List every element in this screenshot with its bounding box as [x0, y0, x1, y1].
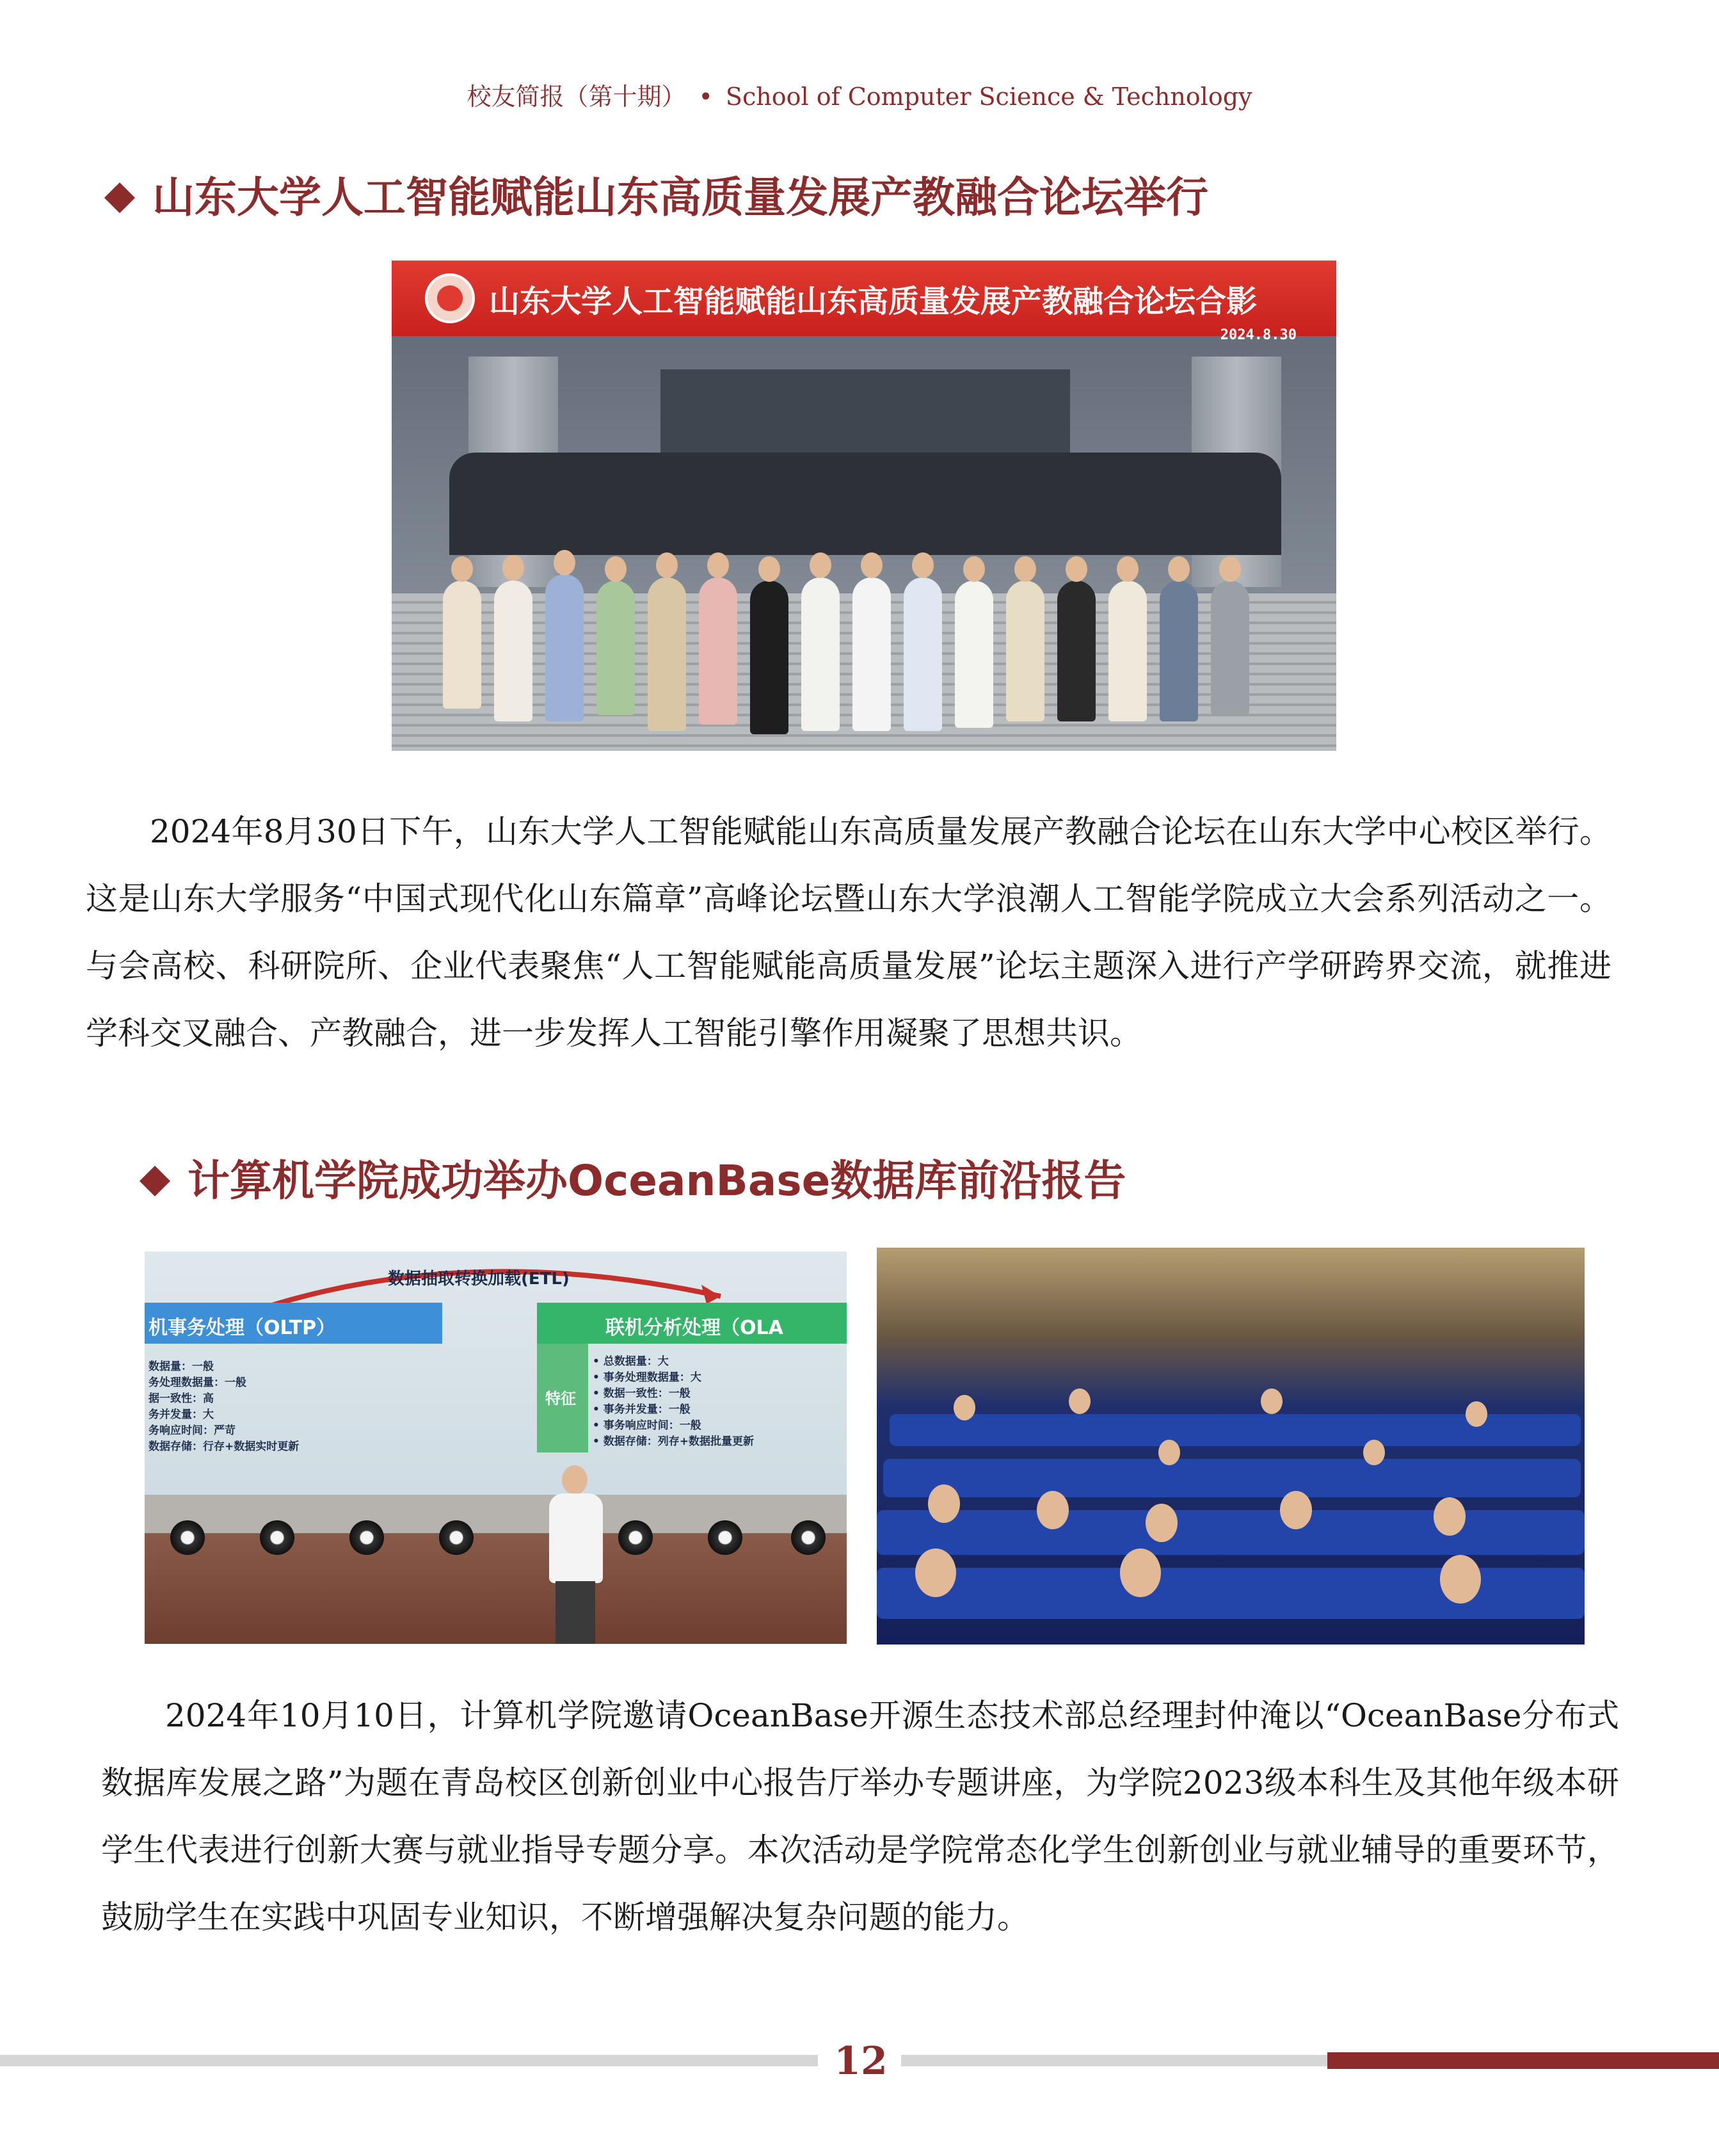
person-head: [451, 556, 473, 582]
person-head: [912, 552, 934, 578]
oltp-line: 务处理数据量：一般: [148, 1376, 246, 1389]
person-head: [502, 555, 524, 581]
person-head: [758, 556, 780, 582]
audience-head: [915, 1549, 956, 1597]
page-number: 12: [834, 2039, 888, 2084]
section-heading-oceanbase: [144, 1156, 1126, 1205]
person-head: [1117, 556, 1139, 582]
speaker-shirt: [549, 1493, 603, 1583]
newsletter-title: 校友简报（第十期）: [467, 83, 686, 111]
person: [494, 581, 532, 721]
crowd-back-rows: [449, 453, 1281, 555]
forum-group-photo: [392, 261, 1336, 751]
audience-head: [1158, 1440, 1180, 1465]
forum-paragraph: 2024年8月30日下午，山东大学人工智能赋能山东高质量发展产教融合论坛在山东大学中心校区举行。这是山东大学服务“中国式现代化山东篇章”高峰论坛暨山东大学浪潮人工智能学院成立大会系列活动之一。与会高校、科研院所、企业代表聚焦“人工智能赋能高质量发展”论坛主题深入进行产学研跨界交流，就推进学科交叉融合、产教融合，进一步发挥人工智能引擎作用凝聚了思想共识。: [86, 813, 1611, 1052]
oltp-line: 数据量：一般: [148, 1360, 214, 1373]
person: [955, 581, 993, 728]
olap-line: • 数据一致性：一般: [593, 1387, 691, 1400]
university-logo-icon: [425, 273, 475, 323]
photo-banner: [392, 261, 1336, 336]
footer-rule-right: [901, 2055, 1327, 2066]
person: [750, 581, 788, 734]
person-head: [707, 552, 729, 578]
person: [1211, 581, 1249, 715]
audience-head: [1440, 1555, 1481, 1604]
speaker-head: [562, 1465, 588, 1495]
person-head: [1219, 556, 1241, 582]
olap-line: • 事务并发量：一般: [593, 1403, 691, 1416]
footer-rule-left: [0, 2055, 818, 2066]
person-head: [861, 552, 883, 578]
lecture-audience-photo: [877, 1248, 1585, 1645]
person: [852, 577, 891, 731]
footer-accent-bar: [1327, 2052, 1719, 2069]
stage-floor: [145, 1533, 847, 1644]
olap-line: • 数据存储：列存+数据批量更新: [593, 1435, 755, 1448]
section-title: 山东大学人工智能赋能山东高质量发展产教融合论坛举行: [152, 173, 1208, 222]
person-head: [810, 552, 831, 578]
running-header: [0, 77, 1719, 112]
olap-line: • 事务处理数据量：大: [593, 1371, 701, 1384]
oltp-line: 数据存储：行存+数据实时更新: [148, 1440, 300, 1453]
person: [596, 581, 635, 715]
banner-caption: 山东大学人工智能赋能山东高质量发展产教融合论坛合影: [489, 283, 1258, 319]
lecture-stage-photo: [145, 1251, 847, 1644]
stage-light-icon: [708, 1520, 742, 1555]
audience-head: [1261, 1388, 1283, 1414]
seat-row: [883, 1459, 1581, 1497]
photo-date: 2024.8.30: [1220, 327, 1297, 343]
stage-light-icon: [439, 1520, 474, 1555]
diamond-bullet-icon: [140, 1166, 170, 1196]
person: [545, 574, 584, 721]
audience-head: [1280, 1491, 1312, 1529]
oltp-line: 据一致性：高: [148, 1392, 214, 1405]
person-head: [1168, 556, 1190, 582]
section-title: 计算机学院成功举办OceanBase数据库前沿报告: [188, 1156, 1126, 1205]
stage-light-icon: [170, 1520, 205, 1555]
header-separator: •: [698, 83, 713, 111]
person-head: [605, 556, 627, 582]
audience-head: [1466, 1401, 1487, 1427]
audience-head: [1037, 1491, 1069, 1529]
audience-head: [1146, 1504, 1178, 1542]
olap-line: • 事务响应时间：一般: [593, 1419, 701, 1432]
oltp-line: 务并发量：大: [148, 1408, 214, 1421]
person: [1057, 581, 1096, 721]
audience-head: [1434, 1497, 1466, 1536]
person-head: [1066, 556, 1087, 582]
person: [904, 577, 942, 731]
person-head: [1014, 556, 1036, 582]
oceanbase-paragraph: 2024年10月10日，计算机学院邀请OceanBase开源生态技术部总经理封仲淹以“OceanBase分布式数据库发展之路”为题在青岛校区创新创业中心报告厅举办专题讲座，为学院2023级本科生及其他年级本研学生代表进行创新大赛与就业指导专题分享。本次活动是学院常态化学生创新创业与就业辅导的重要环节，鼓励学生在实践中巩固专业知识，不断增强解决复杂问题的能力。: [101, 1697, 1619, 1936]
olap-label: 联机分析处理（OLA: [605, 1317, 783, 1339]
person: [1160, 581, 1198, 721]
slide-arrow-label: 数据抽取转换加载(ETL): [388, 1269, 570, 1289]
stage-light-icon: [618, 1520, 653, 1555]
audience-head: [928, 1484, 960, 1523]
audience-head: [954, 1395, 975, 1420]
seat-row: [877, 1510, 1585, 1555]
audience-head: [1363, 1440, 1385, 1465]
section-heading-forum: [109, 173, 1208, 222]
audience-head: [1069, 1388, 1091, 1414]
person-head: [963, 556, 985, 582]
person: [1006, 581, 1044, 721]
speaker-legs: [556, 1581, 595, 1644]
olap-line: • 总数据量：大: [593, 1355, 669, 1368]
olap-side-label: 特征: [545, 1390, 576, 1408]
oltp-label: 机事务处理（OLTP）: [148, 1317, 336, 1339]
person: [1108, 581, 1147, 721]
person: [648, 577, 686, 731]
person: [801, 577, 840, 731]
audience-head: [1120, 1549, 1161, 1597]
person: [699, 577, 737, 725]
stage-light-icon: [349, 1520, 384, 1555]
person-head: [656, 552, 678, 578]
person-head: [554, 550, 575, 575]
school-name: School of Computer Science & Technology: [725, 83, 1252, 111]
stage-light-icon: [260, 1520, 294, 1555]
person: [443, 581, 481, 709]
oltp-line: 务响应时间：严苛: [148, 1424, 236, 1437]
diamond-bullet-icon: [104, 182, 135, 213]
stage-light-icon: [791, 1520, 826, 1555]
